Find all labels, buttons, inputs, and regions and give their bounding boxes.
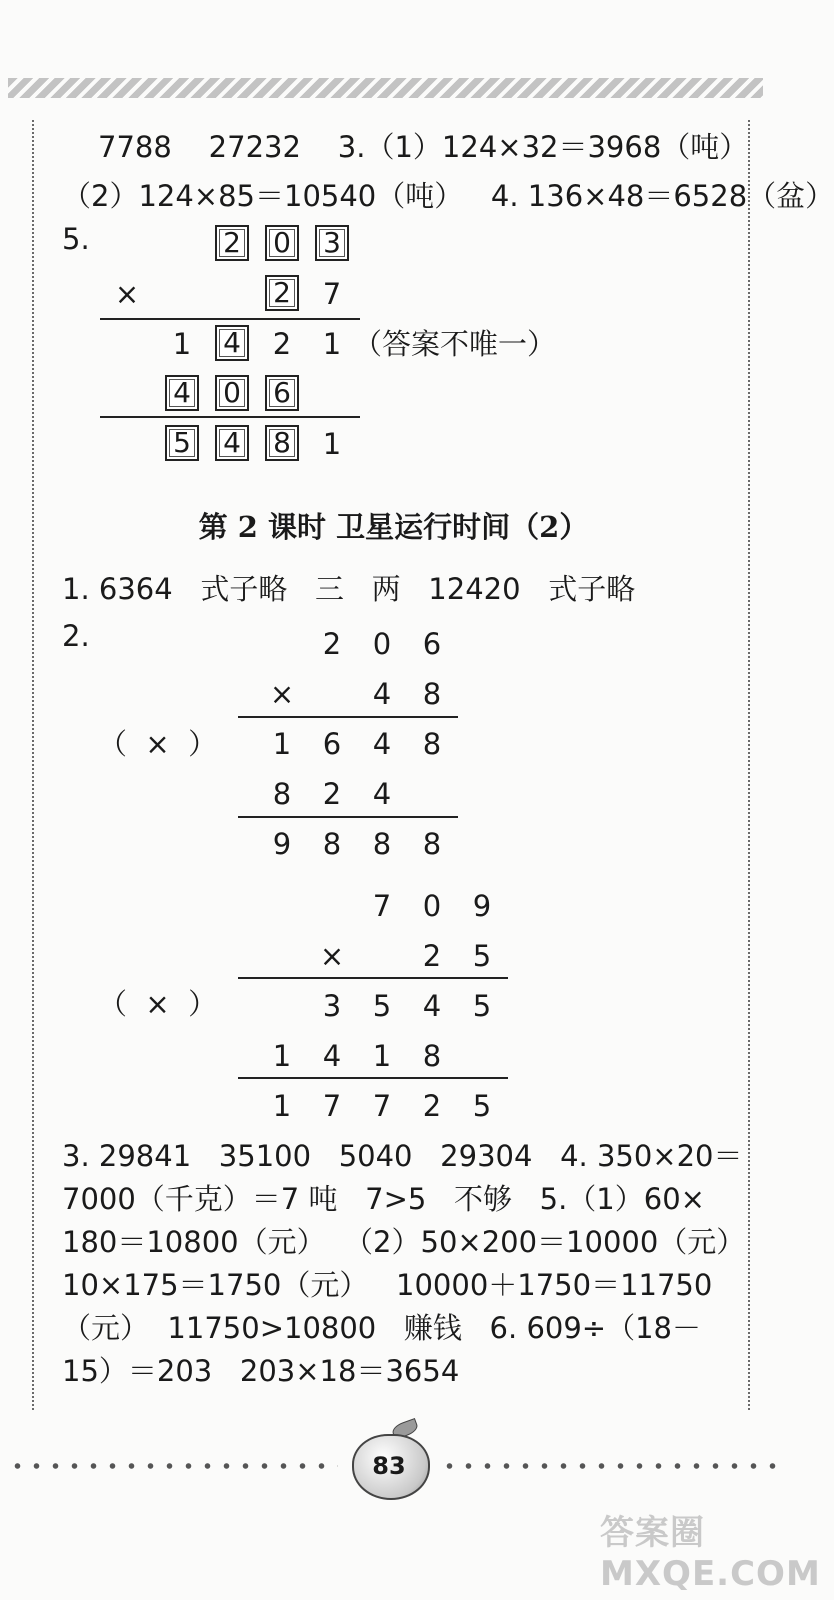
digit: 4 xyxy=(422,989,442,1023)
digit: 6 xyxy=(422,627,442,661)
digit-box: 8 xyxy=(265,425,299,461)
digit: 7 xyxy=(322,277,342,311)
digit: 8 xyxy=(422,1039,442,1073)
tail-line-5: （元） 11750>10800 赚钱 6. 609÷（18－ xyxy=(62,1311,701,1345)
digit-box: 0 xyxy=(265,225,299,261)
digit: 2 xyxy=(422,1089,442,1123)
footer-dot-border xyxy=(440,1462,780,1470)
page-number: 83 xyxy=(372,1452,406,1480)
digit: 8 xyxy=(372,827,392,861)
digit: 8 xyxy=(422,827,442,861)
right-margin-line xyxy=(748,120,750,1410)
digit: 8 xyxy=(322,827,342,861)
digit: 2 xyxy=(272,327,292,361)
digit: 4 xyxy=(322,1039,342,1073)
digit: 8 xyxy=(272,777,292,811)
digit: 7 xyxy=(372,1089,392,1123)
header-hatch-band xyxy=(8,78,763,98)
digit-box: 0 xyxy=(215,375,249,411)
digit: 1 xyxy=(272,1039,292,1073)
digit: 4 xyxy=(372,677,392,711)
digit-box: 4 xyxy=(165,375,199,411)
digit: 1 xyxy=(322,327,342,361)
digit: 0 xyxy=(422,889,442,923)
correction-mark: （ × ） xyxy=(98,987,218,1021)
tail-line-3: 180＝10800（元） （2）50×200＝10000（元） xyxy=(62,1225,746,1259)
digit-box: 5 xyxy=(165,425,199,461)
digit: 5 xyxy=(472,989,492,1023)
tail-line-6: 15）＝203 203×18＝3654 xyxy=(62,1354,460,1388)
digit: 3 xyxy=(322,989,342,1023)
answer-note: （答案不唯一） xyxy=(353,327,557,361)
tail-line-2: 7000（千克）＝7 吨 7>5 不够 5.（1）60× xyxy=(62,1182,705,1216)
digit-box: 2 xyxy=(265,275,299,311)
tail-line-4: 10×175＝1750（元） 10000＋1750＝11750 xyxy=(62,1268,713,1302)
digit: 9 xyxy=(472,889,492,923)
digit-box: 6 xyxy=(265,375,299,411)
calc-rule xyxy=(238,1077,508,1079)
left-margin-line xyxy=(32,120,34,1410)
answer-line-2: （2）124×85＝10540（吨） 4. 136×48＝6528（盆） xyxy=(62,179,834,213)
digit: 2 xyxy=(322,627,342,661)
times-sign: × xyxy=(319,939,345,973)
digit-box: 4 xyxy=(215,325,249,361)
digit: 1 xyxy=(172,327,192,361)
tail-line-1: 3. 29841 35100 5040 29304 4. 350×20＝ xyxy=(62,1139,743,1173)
calc-rule xyxy=(238,977,508,979)
digit: 1 xyxy=(372,1039,392,1073)
digit: 5 xyxy=(372,989,392,1023)
calc-rule xyxy=(100,318,360,320)
question-2-label: 2. xyxy=(62,619,90,653)
digit: 8 xyxy=(422,727,442,761)
footer-dot-border xyxy=(8,1462,338,1470)
digit: 4 xyxy=(372,727,392,761)
digit: 6 xyxy=(322,727,342,761)
digit: 4 xyxy=(372,777,392,811)
digit: 7 xyxy=(322,1089,342,1123)
correction-mark: （ × ） xyxy=(98,727,218,761)
question-5-label: 5. xyxy=(62,222,90,256)
section-title: 第 2 课时 卫星运行时间（2） xyxy=(198,510,589,544)
calc-rule xyxy=(238,816,458,818)
digit: 1 xyxy=(322,427,342,461)
digit: 8 xyxy=(422,677,442,711)
digit: 0 xyxy=(372,627,392,661)
digit: 5 xyxy=(472,1089,492,1123)
digit: 2 xyxy=(322,777,342,811)
digit: 1 xyxy=(272,1089,292,1123)
answer-line-1: 7788 27232 3.（1）124×32＝3968（吨） xyxy=(98,130,749,164)
calc-rule xyxy=(100,416,360,418)
times-sign: × xyxy=(269,677,295,711)
watermark-logo: 答案圈 MXQE.COM xyxy=(600,1513,821,1594)
calc-rule xyxy=(238,716,458,718)
digit-box: 4 xyxy=(215,425,249,461)
section-line-1: 1. 6364 式子略 三 两 12420 式子略 xyxy=(62,572,636,606)
digit: 9 xyxy=(272,827,292,861)
digit: 7 xyxy=(372,889,392,923)
digit: 5 xyxy=(472,939,492,973)
digit-box: 3 xyxy=(315,225,349,261)
digit: 2 xyxy=(422,939,442,973)
times-sign: × xyxy=(114,277,140,311)
digit-box: 2 xyxy=(215,225,249,261)
digit: 1 xyxy=(272,727,292,761)
